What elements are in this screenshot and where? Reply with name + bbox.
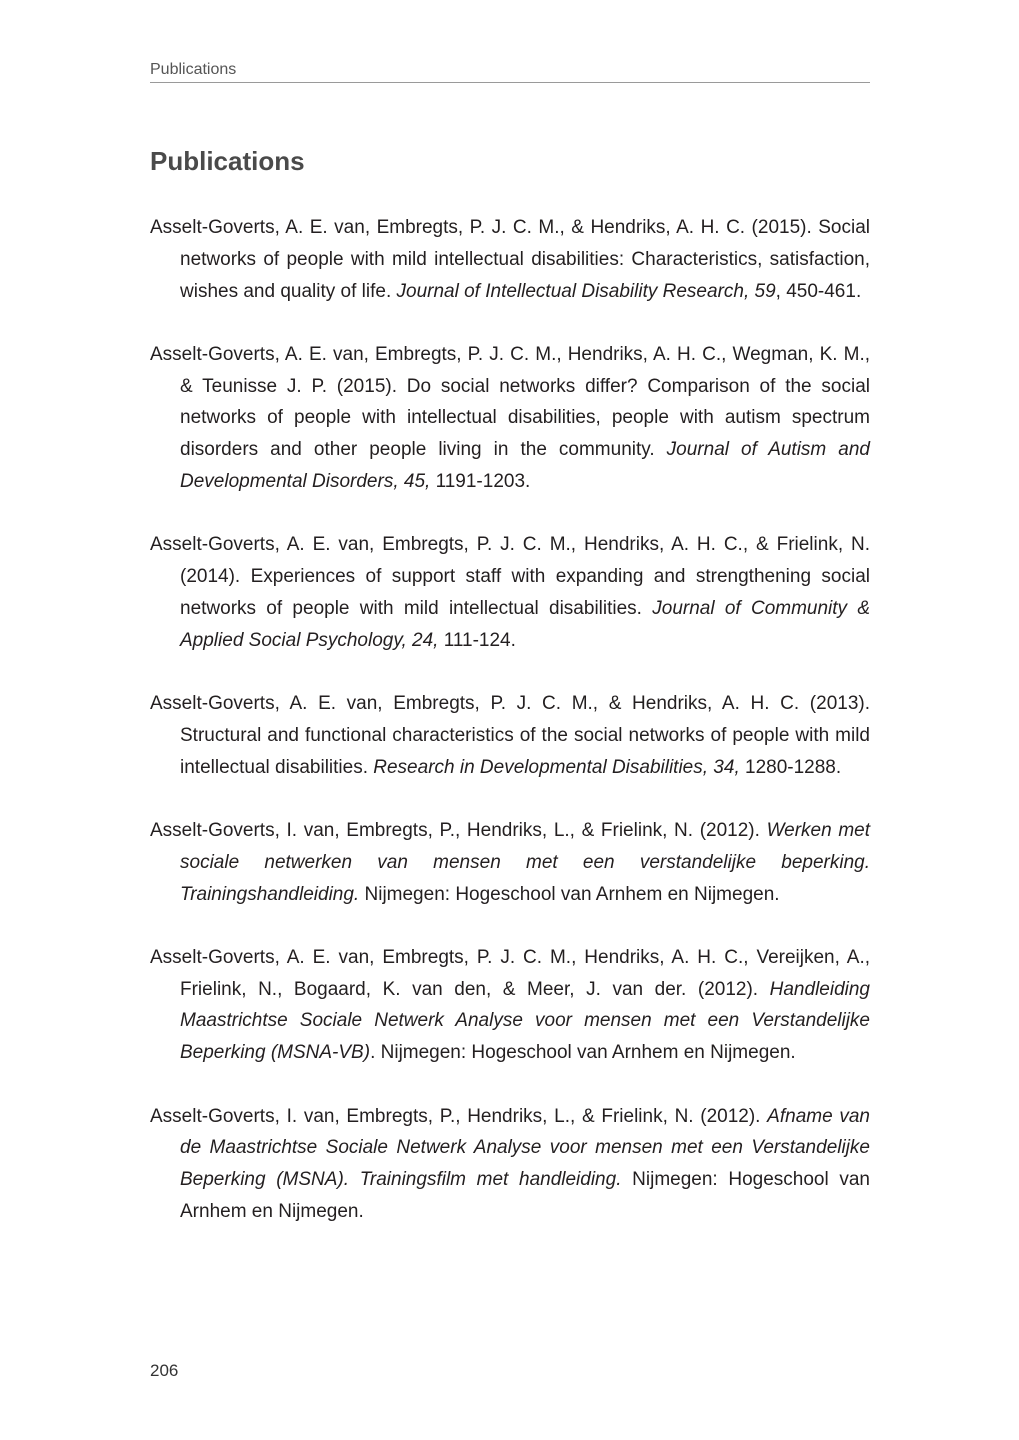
reference-pages: 111-124. — [438, 629, 516, 651]
reference-list — [150, 212, 870, 1259]
reference-item — [150, 942, 870, 1069]
reference-item — [150, 212, 870, 307]
reference-journal: Journal of Intellectual Disability Research, 59 — [396, 280, 776, 302]
reference-publisher: . Nijmegen: Hogeschool van Arnhem en Nijmegen. — [370, 1042, 796, 1064]
reference-authors-text: Asselt-Goverts, A. E. van, Embregts, P. J. C. M., Hendriks, A. H. C., & Frielink, N. (2014). Experiences of support staff with expanding and strengthening social networks of people with mild intellectual disabilities. — [150, 534, 870, 619]
reference-title: Afname van de Maastrichtse Sociale Netwerk Analyse voor mensen met een Verstandelijke Beperking (MSNA). Trainingsfilm met handleiding. — [180, 1105, 870, 1191]
reference-journal: Journal of Community & Applied Social Psychology, 24, — [180, 597, 871, 651]
reference-item — [150, 339, 870, 498]
reference-item — [150, 815, 870, 910]
reference-title: Werken met sociale netwerken van mensen met een verstandelijke beperking. Trainingshandleiding. — [180, 819, 870, 905]
reference-pages: , 450-461. — [775, 280, 862, 302]
running-header-title: Publications — [150, 61, 237, 78]
page-title: Publications — [150, 146, 305, 176]
reference-authors-text: Asselt-Goverts, A. E. van, Embregts, P. J. C. M., Hendriks, A. H. C., Wegman, K. M., & Teunisse J. P. (2015). Do social networks differ? Comparison of the social networks of people with intellectual disabilities, people with autism spectrum disorders and other people living in the community. — [150, 343, 870, 461]
page-number: 206 — [150, 1361, 179, 1380]
running-header — [150, 60, 870, 83]
reference-journal: Research in Developmental Disabilities, 34, — [373, 756, 740, 778]
reference-journal: Journal of Autism and Developmental Disorders, 45, — [180, 439, 870, 493]
reference-item — [150, 1101, 870, 1228]
reference-item — [150, 688, 870, 783]
reference-publisher: Nijmegen: Hogeschool van Arnhem en Nijmegen. — [359, 883, 780, 905]
reference-publisher: Nijmegen: Hogeschool van Arnhem en Nijmegen. — [180, 1169, 870, 1222]
reference-authors-text: Asselt-Goverts, A. E. van, Embregts, P. J. C. M., Hendriks, A. H. C., Vereijken, A., Frielink, N., Bogaard, K. van den, & Meer, J. van der. (2012). — [150, 946, 870, 1000]
reference-authors-text: Asselt-Goverts, I. van, Embregts, P., Hendriks, L., & Frielink, N. (2012). — [150, 819, 767, 841]
reference-authors-text: Asselt-Goverts, A. E. van, Embregts, P. J. C. M., & Hendriks, A. H. C. (2013). Structural and functional characteristics of the social networks of people with mild intellectual disabilities. — [150, 693, 870, 778]
reference-item — [150, 529, 870, 656]
reference-pages: 1191-1203. — [430, 471, 531, 493]
reference-pages: 1280-1288. — [739, 756, 842, 778]
reference-authors-text: Asselt-Goverts, I. van, Embregts, P., Hendriks, L., & Frielink, N. (2012). — [150, 1105, 768, 1127]
reference-title: Handleiding Maastrichtse Sociale Netwerk Analyse voor mensen met een Verstandelijke Beperking (MSNA-VB) — [180, 978, 870, 1064]
reference-authors-text: Asselt-Goverts, A. E. van, Embregts, P. J. C. M., & Hendriks, A. H. C. (2015). Social networks of people with mild intellectual disabilities: Characteristics, satisfaction, wishes and quality of life. — [150, 217, 870, 302]
